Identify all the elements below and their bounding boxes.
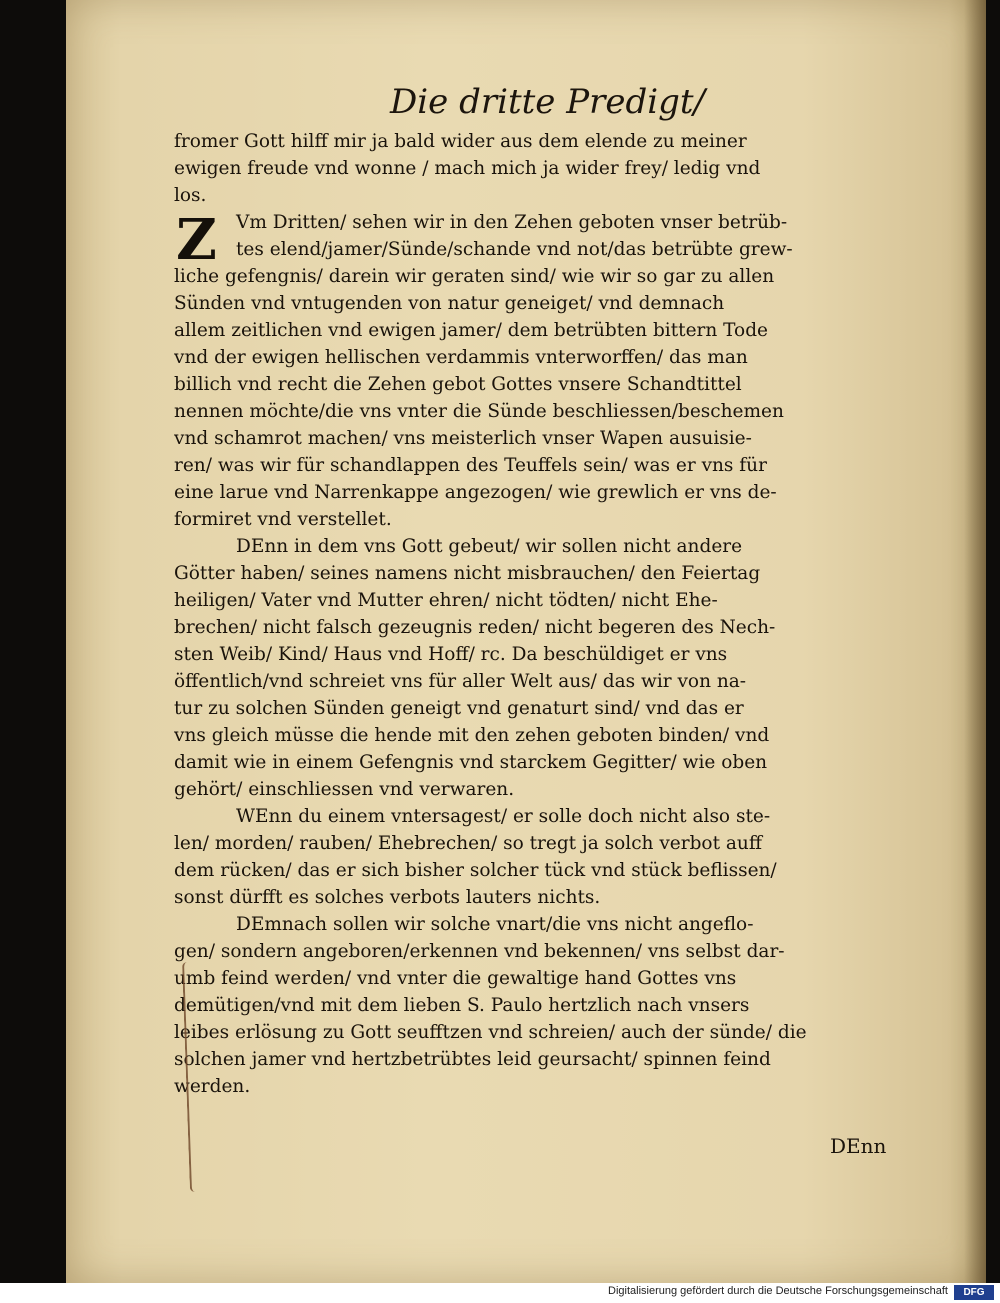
text-line: tur zu solchen Sünden geneigt vnd genaturt sind/ vnd das er bbox=[174, 698, 744, 719]
text-line: öffentlich/vnd schreiet vns für aller Welt aus/ das wir von na- bbox=[174, 671, 747, 692]
text-line: formiret vnd verstellet. bbox=[174, 509, 392, 530]
text-line: fromer Gott hilff mir ja bald wider aus dem elende zu meiner bbox=[174, 131, 747, 152]
body-text bbox=[174, 128, 874, 1100]
catchword: DEnn bbox=[830, 1134, 887, 1158]
text-line: umb feind werden/ vnd vnter die gewaltige hand Gottes vns bbox=[174, 968, 737, 989]
text-line: damit wie in einem Gefengnis vnd starckem Gegitter/ wie oben bbox=[174, 752, 768, 773]
text-line: vnd schamrot machen/ vns meisterlich vnser Wapen ausuisie- bbox=[174, 428, 752, 449]
text-line: sonst dürfft es solches verbots lauters nichts. bbox=[174, 887, 601, 908]
text-line: DEmnach sollen wir solche vnart/die vns nicht angeflo- bbox=[236, 914, 754, 935]
text-line: los. bbox=[174, 185, 207, 206]
text-line: solchen jamer vnd hertzbetrübtes leid geursacht/ spinnen feind bbox=[174, 1049, 771, 1070]
text-line: Vm Dritten/ sehen wir in den Zehen geboten vnser betrüb- bbox=[236, 212, 788, 233]
drop-initial: Z bbox=[176, 207, 217, 273]
text-line: heiligen/ Vater vnd Mutter ehren/ nicht tödten/ nicht Ehe- bbox=[174, 590, 718, 611]
dfg-logo: DFG bbox=[954, 1285, 994, 1300]
running-head: Die dritte Predigt/ bbox=[390, 82, 705, 122]
text-line: ren/ was wir für schandlappen des Teuffels sein/ was er vns für bbox=[174, 455, 767, 476]
footer-bar bbox=[0, 1283, 1000, 1303]
text-line: sten Weib/ Kind/ Haus vnd Hoff/ rc. Da beschüldiget er vns bbox=[174, 644, 728, 665]
funding-credit: Digitalisierung gefördert durch die Deutsche Forschungsgemeinschaft bbox=[608, 1285, 948, 1297]
text-line: werden. bbox=[174, 1076, 251, 1097]
text-line: tes elend/jamer/Sünde/schande vnd not/das betrübte grew- bbox=[236, 239, 793, 260]
text-line: vns gleich müsse die hende mit den zehen geboten binden/ vnd bbox=[174, 725, 770, 746]
text-line: demütigen/vnd mit dem lieben S. Paulo hertzlich nach vnsers bbox=[174, 995, 750, 1016]
text-line: gehört/ einschliessen vnd verwaren. bbox=[174, 779, 515, 800]
text-line: allem zeitlichen vnd ewigen jamer/ dem betrübten bittern Tode bbox=[174, 320, 768, 341]
text-line: Götter haben/ seines namens nicht misbrauchen/ den Feiertag bbox=[174, 563, 761, 584]
text-line: billich vnd recht die Zehen gebot Gottes vnsere Schandtittel bbox=[174, 374, 742, 395]
text-line: eine larue vnd Narrenkappe angezogen/ wie grewlich er vns de- bbox=[174, 482, 777, 503]
text-line: dem rücken/ das er sich bisher solcher tück vnd stück beflissen/ bbox=[174, 860, 777, 881]
text-line: gen/ sondern angeboren/erkennen vnd bekennen/ vns selbst dar- bbox=[174, 941, 785, 962]
text-line: leibes erlösung zu Gott seufftzen vnd schreien/ auch der sünde/ die bbox=[174, 1022, 807, 1043]
text-line: liche gefengnis/ darein wir geraten sind/ wie wir so gar zu allen bbox=[174, 266, 775, 287]
text-line: brechen/ nicht falsch gezeugnis reden/ nicht begeren des Nech- bbox=[174, 617, 776, 638]
page-edge-shadow bbox=[964, 0, 986, 1283]
text-line: ewigen freude vnd wonne / mach mich ja wider frey/ ledig vnd bbox=[174, 158, 761, 179]
text-line: nennen möchte/die vns vnter die Sünde beschliessen/beschemen bbox=[174, 401, 784, 422]
text-line: vnd der ewigen hellischen verdammis vnterworffen/ das man bbox=[174, 347, 748, 368]
text-line: len/ morden/ rauben/ Ehebrechen/ so tregt ja solch verbot auff bbox=[174, 833, 762, 854]
text-line: Sünden vnd vntugenden von natur geneiget/ vnd demnach bbox=[174, 293, 725, 314]
text-line: WEnn du einem vntersagest/ er solle doch nicht also ste- bbox=[236, 806, 771, 827]
text-line: DEnn in dem vns Gott gebeut/ wir sollen nicht andere bbox=[236, 536, 743, 557]
